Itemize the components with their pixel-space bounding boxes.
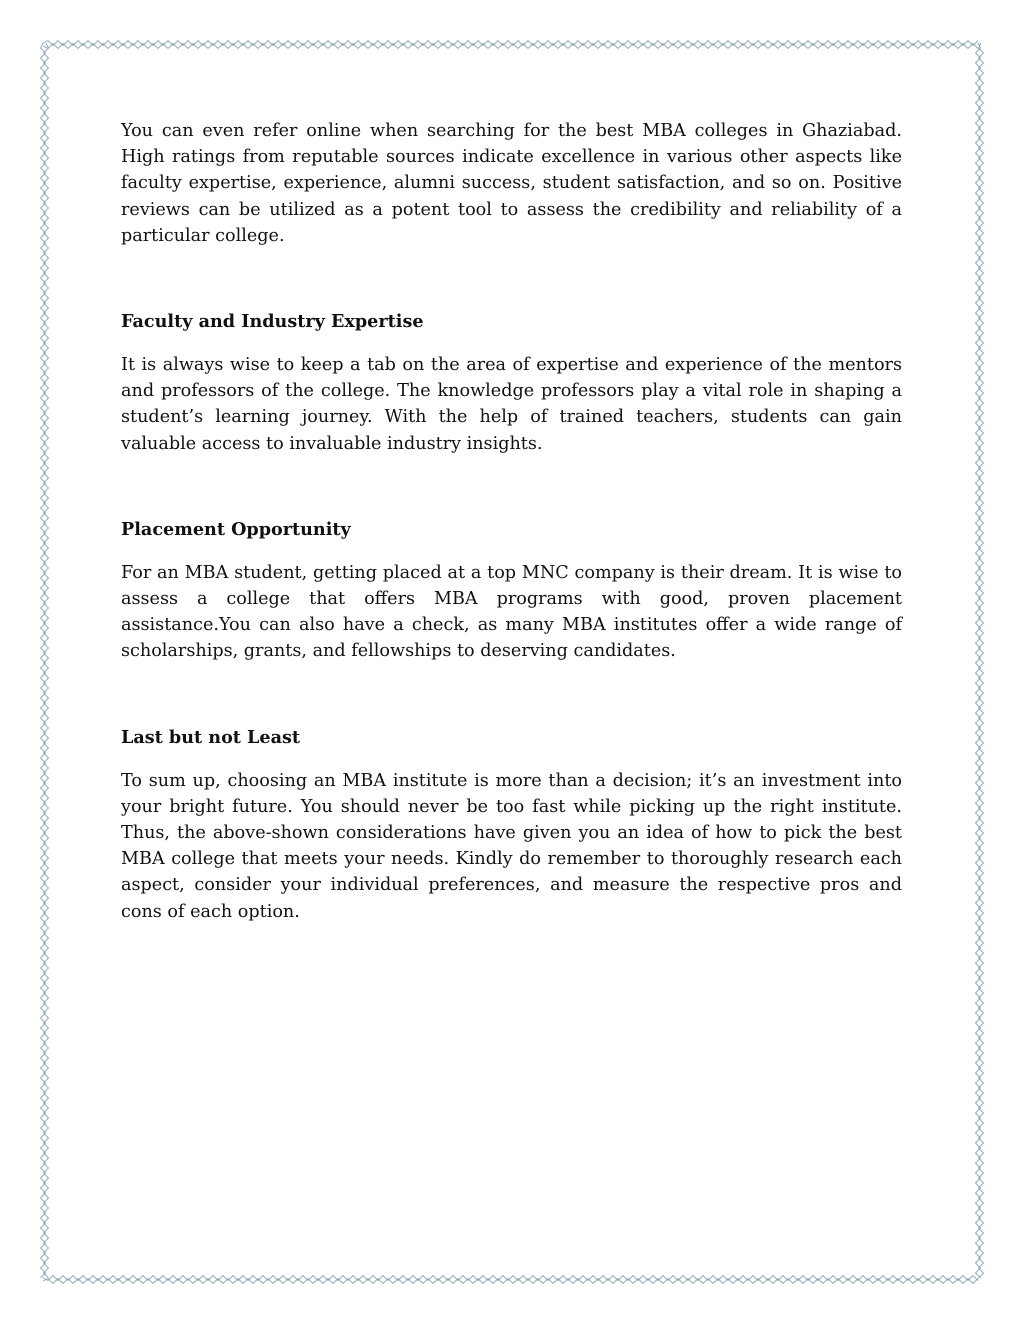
border-top-inner	[43, 44, 978, 49]
section-heading: Last but not Least	[121, 726, 301, 748]
border-left-outer	[41, 43, 46, 1278]
section-heading: Faculty and Industry Expertise	[121, 311, 424, 333]
section-faculty-expertise	[121, 309, 902, 457]
border-top-outer	[43, 41, 978, 46]
section-heading: Placement Opportunity	[121, 518, 351, 540]
section-placement-opportunity	[121, 517, 902, 665]
border-bottom-inner	[43, 1276, 978, 1281]
border-bottom-outer	[43, 1279, 978, 1284]
section-paragraph: It is always wise to keep a tab on the area of expertise and experience of the mentors and professors of the college. The knowledge professors play a vital role in shaping a student’s learning journey. With the help of trained teachers, students can gain valuable access to invaluable industry insights.	[121, 355, 902, 454]
border-left-inner	[44, 43, 49, 1278]
document-body	[121, 118, 902, 925]
intro-paragraph: You can even refer online when searching for the best MBA colleges in Ghaziabad. High ratings from reputable sources indicate excellence in various other aspects like faculty expertise, experience, alumni success, student satisfaction, and so on. Positive reviews can be utilized as a potent tool to assess the credibility and reliability of a particular college.	[121, 121, 902, 246]
section-last-but-not-least	[121, 725, 902, 925]
section-paragraph: To sum up, choosing an MBA institute is more than a decision; it’s an investment into your bright future. You should never be too fast while picking up the right institute. Thus, the above-shown considerations have given you an idea of how to pick the best MBA college that meets your needs. Kindly do remember to thoroughly research each aspect, consider your individual preferences, and measure the respective pros and cons of each option.	[121, 770, 902, 922]
border-right-inner	[976, 43, 981, 1278]
section-paragraph: For an MBA student, getting placed at a top MNC company is their dream. It is wise to assess a college that offers MBA programs with good, proven placement assistance.You can also have a check, as many MBA institutes offer a wide range of scholarships, grants, and fellowships to deserving candidates.	[121, 562, 902, 662]
border-right-outer	[979, 43, 984, 1278]
